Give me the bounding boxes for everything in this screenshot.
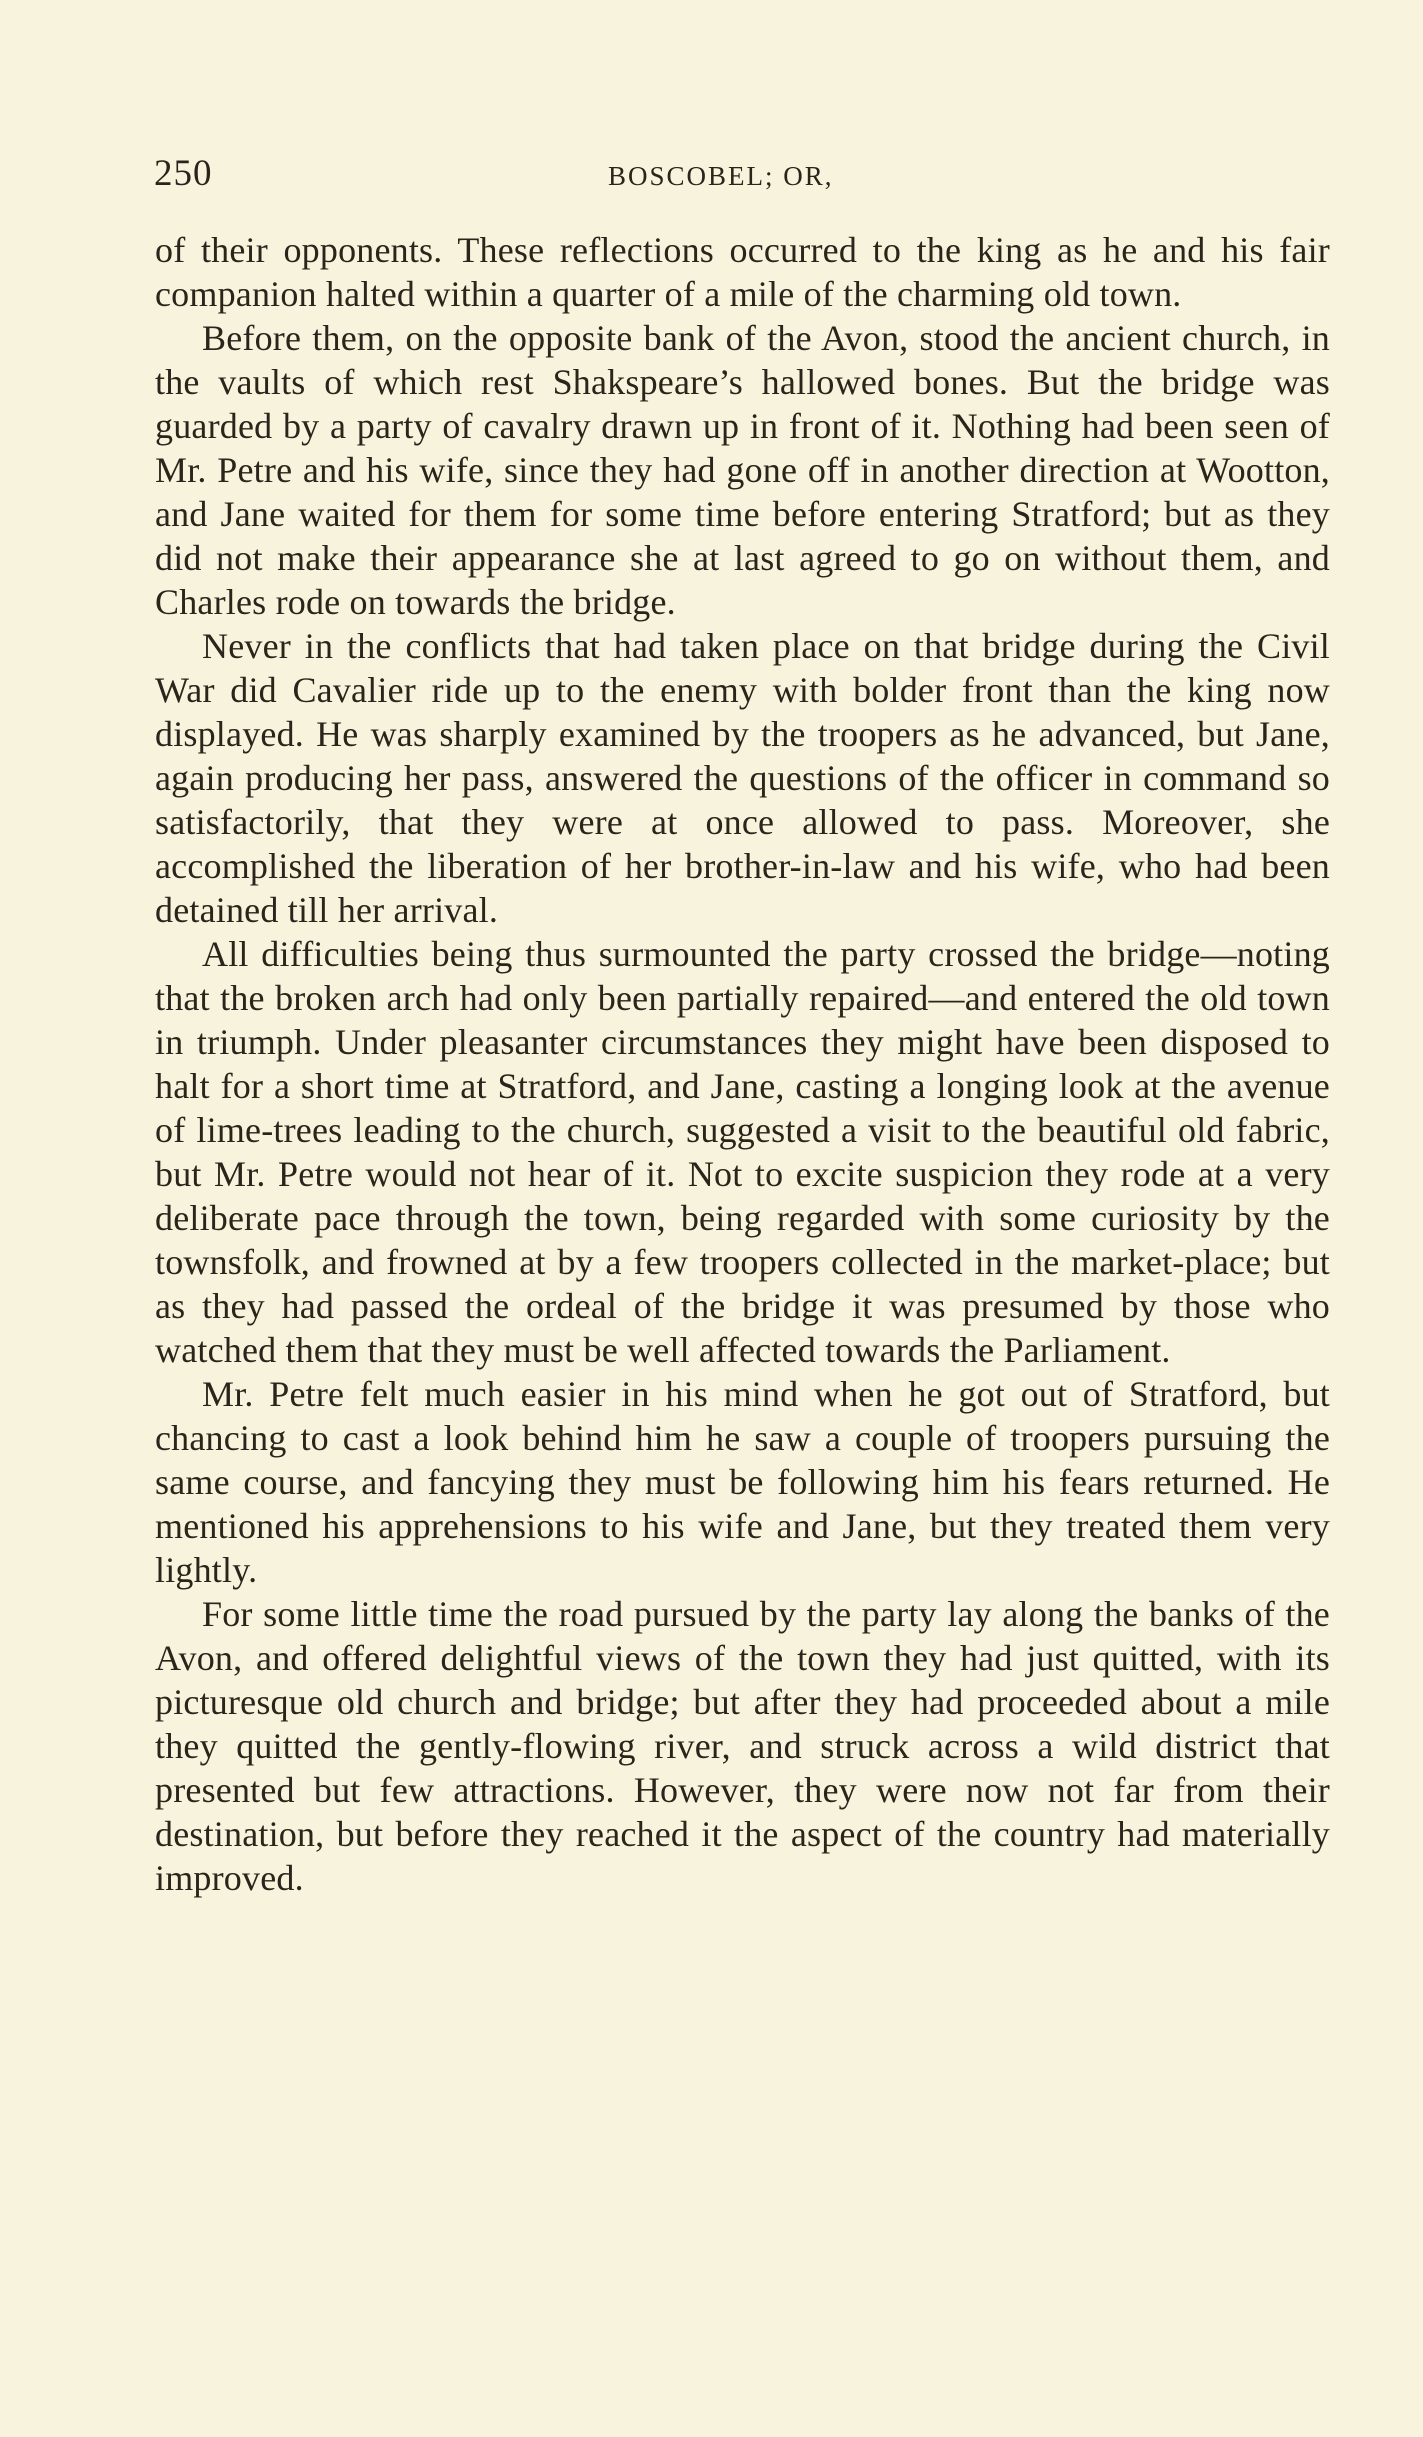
body-text (155, 228, 1330, 1900)
running-head (154, 152, 1334, 196)
paragraph-5: Mr. Petre felt much easier in his mind when he got out of Stratford, but chancing to cast a look behind him he saw a couple of troopers pursuing the same course, and fancying they must be following him his fears returned. He mentioned his apprehensions to his wife and Jane, but they treated them very lightly. (155, 1374, 1330, 1590)
paragraph-3: Never in the conflicts that had taken place on that bridge during the Civil War did Cavalier ride up to the enemy with bolder front than the king now displayed. He was sharply examined by the troopers as he advanced, but Jane, again producing her pass, answered the questions of the officer in command so satisfactorily, that they were at once allowed to pass. Moreover, she accomplished the liberation of her brother-in-law and his wife, who had been detained till her arrival. (155, 626, 1330, 930)
paragraph-6: For some little time the road pursued by the party lay along the banks of the Avon, and offered delightful views of the town they had just quitted, with its picturesque old church and bridge; but after they had proceeded about a mile they quitted the gently-flowing river, and struck across a wild district that presented but few attractions. However, they were now not far from their destination, but before they reached it the aspect of the country had materially improved. (155, 1594, 1330, 1898)
paragraph-2: Before them, on the opposite bank of the Avon, stood the ancient church, in the vaults of which rest Shakspeare’s hallowed bones. But the bridge was guarded by a party of cavalry drawn up in front of it. Nothing had been seen of Mr. Petre and his wife, since they had gone off in another direction at Wootton, and Jane waited for them for some time before entering Stratford; but as they did not make their appearance she at last agreed to go on without them, and Charles rode on towards the bridge. (155, 318, 1330, 622)
paragraph-1: of their opponents. These reflections occurred to the king as he and his fair companion halted within a quarter of a mile of the charming old town. (155, 230, 1330, 314)
page-number: 250 (154, 153, 213, 194)
running-title: BOSCOBEL; OR, (608, 161, 834, 191)
paragraph-4: All difficulties being thus surmounted the party crossed the bridge—noting that the broken arch had only been partially repaired—and entered the old town in triumph. Under pleasanter circumstances they might have been disposed to halt for a short time at Stratford, and Jane, casting a longing look at the avenue of lime-trees leading to the church, suggested a visit to the beautiful old fabric, but Mr. Petre would not hear of it. Not to excite suspicion they rode at a very deliberate pace through the town, being regarded with some curiosity by the townsfolk, and frowned at by a few troopers collected in the market-place; but as they had passed the ordeal of the bridge it was presumed by those who watched them that they must be well affected towards the Parliament. (155, 934, 1330, 1370)
